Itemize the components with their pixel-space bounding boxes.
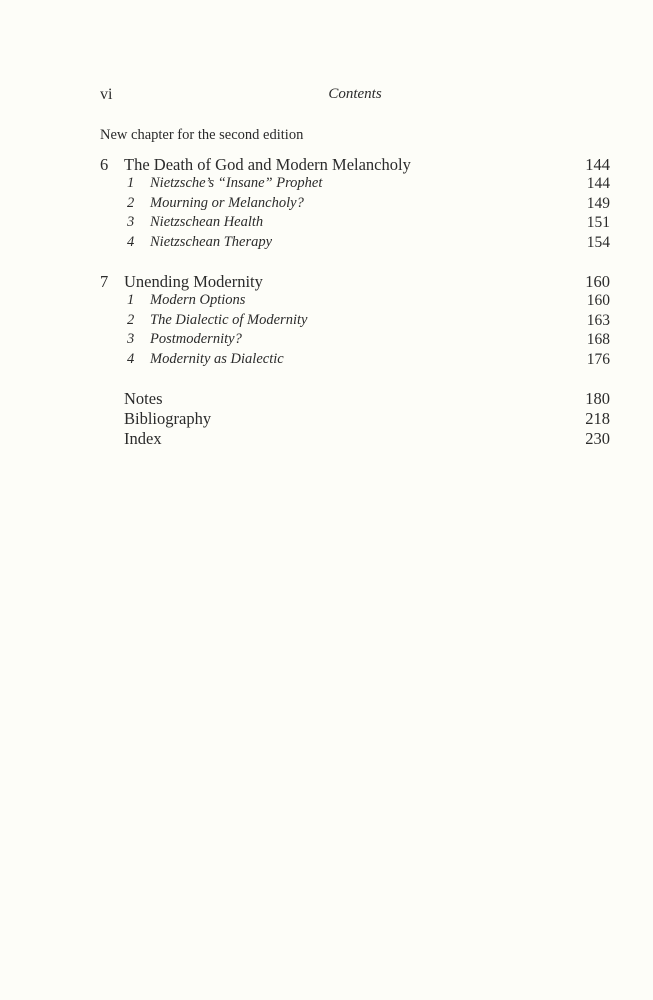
section-page: 149 (586, 194, 610, 212)
section-title: Modern Options (150, 292, 246, 308)
chapter-page: 160 (585, 272, 610, 291)
section-row (100, 331, 610, 351)
toc-chapter-7 (100, 272, 610, 370)
section-number: 2 (127, 311, 135, 328)
section-number: 3 (127, 331, 135, 347)
section-row (100, 312, 610, 332)
chapter-title: Unending Modernity (124, 272, 263, 291)
section-page: 160 (586, 292, 610, 309)
section-page: 163 (586, 311, 610, 329)
back-matter-title: Notes (124, 389, 163, 408)
toc-chapter-6 (100, 155, 610, 253)
back-matter-row (100, 409, 610, 429)
section-title: Nietzschean Therapy (150, 233, 273, 250)
section-number: 1 (127, 175, 135, 191)
section-row (100, 175, 610, 195)
section-page: 154 (586, 233, 610, 251)
section-number: 4 (127, 233, 135, 250)
chapter-number: 7 (100, 272, 109, 291)
chapter-title: The Death of God and Modern Melancholy (124, 155, 411, 174)
back-matter-title: Index (124, 429, 162, 448)
section-page: 168 (586, 331, 610, 348)
section-row (100, 195, 610, 215)
section-title: Nietzschean Health (150, 214, 264, 230)
section-title: Nietzsche’s “Insane” Prophet (150, 175, 323, 191)
section-title: The Dialectic of Modernity (150, 311, 308, 328)
back-matter-title: Bibliography (124, 409, 212, 428)
section-number: 1 (127, 292, 135, 308)
back-matter-page: 180 (585, 389, 610, 408)
chapter-row (100, 155, 610, 175)
section-row (100, 234, 610, 254)
section-number: 4 (127, 350, 135, 367)
section-page: 176 (586, 350, 610, 368)
back-matter-page: 218 (585, 409, 610, 428)
section-number: 2 (127, 194, 135, 211)
back-matter-page: 230 (585, 429, 610, 448)
running-head (100, 86, 610, 108)
section-page: 151 (586, 214, 610, 231)
page-folio: vi (100, 86, 113, 103)
chapter-row (100, 272, 610, 292)
section-title: Mourning or Melancholy? (150, 194, 304, 211)
section-title: Postmodernity? (150, 331, 242, 347)
section-row (100, 214, 610, 234)
section-number: 3 (127, 214, 135, 230)
section-note: New chapter for the second edition (100, 127, 304, 143)
section-row (100, 351, 610, 371)
section-page: 144 (586, 175, 610, 192)
chapter-number: 6 (100, 155, 109, 174)
section-row (100, 292, 610, 312)
section-title: Modernity as Dialectic (150, 350, 284, 367)
running-title: Contents (328, 86, 382, 102)
chapter-page: 144 (585, 155, 610, 174)
back-matter-row (100, 429, 610, 449)
back-matter-row (100, 389, 610, 409)
toc-back-matter (100, 389, 610, 449)
